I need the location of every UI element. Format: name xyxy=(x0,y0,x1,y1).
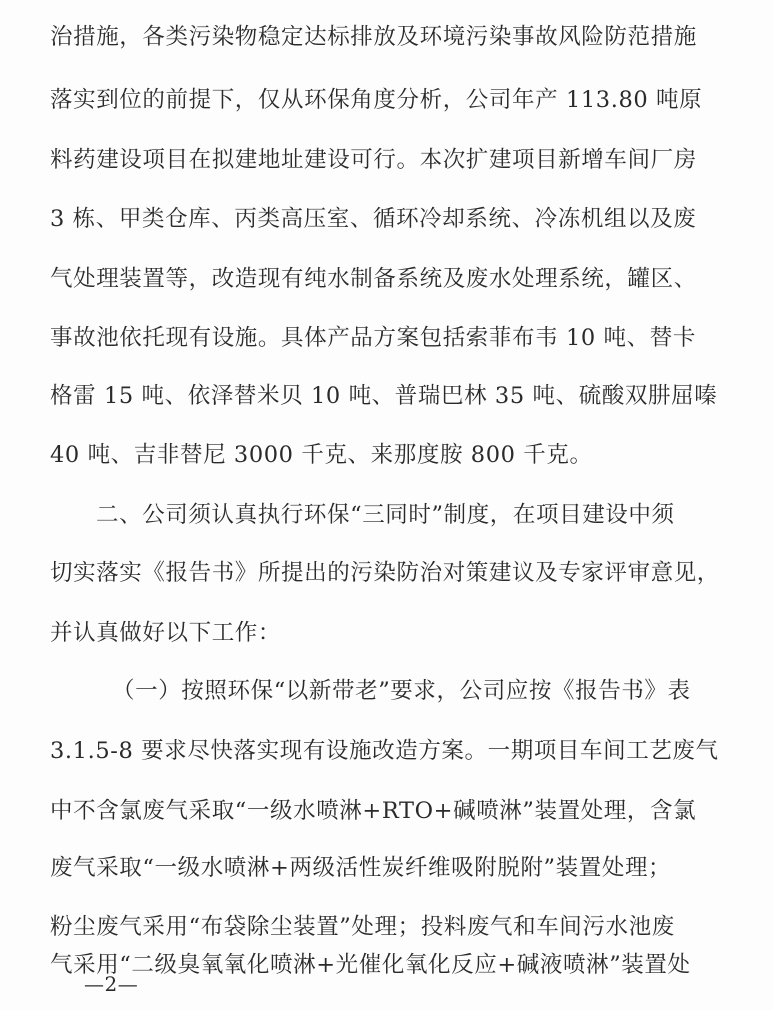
text-line: 3 栋、甲类仓库、丙类高压室、循环冷却系统、冷冻机组以及废 xyxy=(50,206,697,232)
text-line: 格雷 15 吨、依泽替米贝 10 吨、普瑞巴林 35 吨、硫酸双肼屈嗪 xyxy=(50,383,718,409)
text-line: 落实到位的前提下，仅从环保角度分析，公司年产 113.80 吨原 xyxy=(50,87,703,113)
subsection-heading-line: （一）按照环保“以新带老”要求，公司应按《报告书》表 xyxy=(112,678,691,704)
text-line: 气处理装置等，改造现有纯水制备系统及废水处理系统，罐区、 xyxy=(50,266,697,292)
text-line: 料药建设项目在拟建地址建设可行。本次扩建项目新增车间厂房 xyxy=(50,147,697,173)
text-line: 治措施，各类污染物稳定达标排放及环境污染事故风险防范措施 xyxy=(50,24,697,50)
text-line: 40 吨、吉非替尼 3000 千克、来那度胺 800 千克。 xyxy=(50,442,593,468)
section-heading-line: 二、公司须认真执行环保“三同时”制度，在项目建设中须 xyxy=(96,502,675,528)
text-line: 切实落实《报告书》所提出的污染防治对策建议及专家评审意见， xyxy=(50,560,720,586)
text-line: 3.1.5-8 要求尽快落实现有设施改造方案。一期项目车间工艺废气 xyxy=(50,738,719,764)
text-line: 事故池依托现有设施。具体产品方案包括索菲布韦 10 吨、替卡 xyxy=(50,325,696,351)
page-number: —2— xyxy=(84,972,139,996)
text-line: 废气采取“一级水喷淋+两级活性炭纤维吸附脱附”装置处理； xyxy=(50,855,672,881)
text-line: 粉尘废气采用“布袋除尘装置”处理；投料废气和车间污水池废 xyxy=(50,914,675,940)
text-line: 并认真做好以下工作： xyxy=(50,620,282,646)
text-line: 中不含氯废气采取“一级水喷淋+RTO+碱喷淋”装置处理，含氯 xyxy=(50,798,697,824)
text-line: 气采用“二级臭氧氧化喷淋+光催化氧化反应+碱液喷淋”装置处 xyxy=(50,952,691,978)
